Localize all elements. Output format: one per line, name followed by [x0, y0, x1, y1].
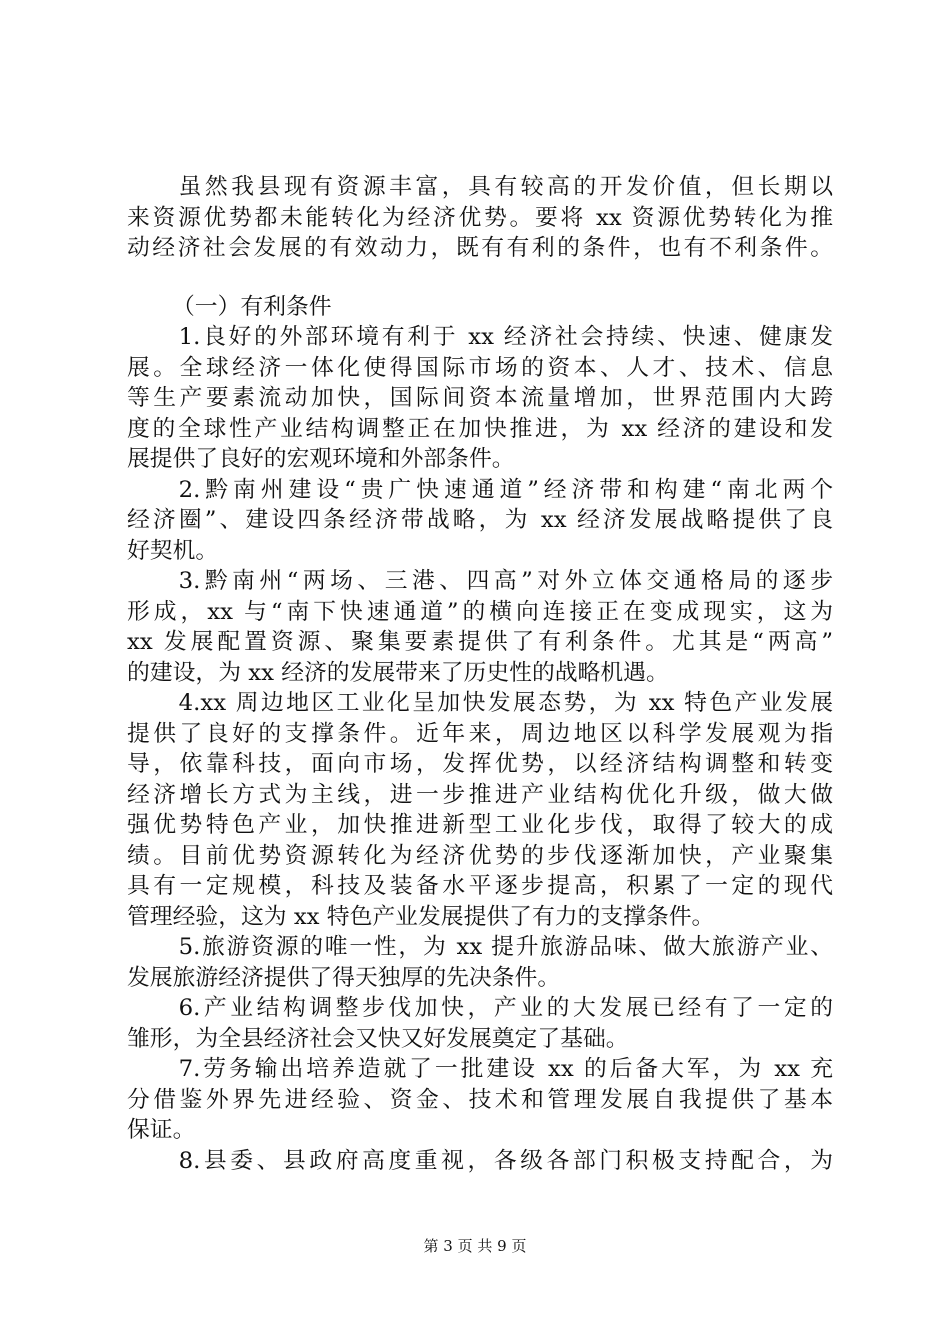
body-paragraphs: [127, 322, 833, 1176]
body-line: 经济圈”、建设四条经济带战略，为 xx 经济发展战略提供了良: [127, 507, 833, 533]
section-heading: （一）有利条件: [172, 293, 332, 320]
body-line: 5.旅游资源的唯一性，为 xx 提升旅游品味、做大旅游产业、: [178, 934, 833, 960]
body-line: 强优势特色产业，加快推进新型工业化步伐，取得了较大的成: [127, 812, 833, 838]
intro-line: 虽然我县现有资源丰富，具有较高的开发价值，但长期以: [178, 174, 833, 200]
body-line: 分借鉴外界先进经验、资金、技术和管理发展自我提供了基本: [127, 1086, 833, 1113]
body-line: 管理经验，这为 xx 特色产业发展提供了有力的支撑条件。: [127, 903, 715, 930]
body-line: 3.黔南州“两场、三港、四高”对外立体交通格局的逐步: [178, 568, 833, 594]
intro-line: 来资源优势都未能转化为经济优势。要将 xx 资源优势转化为推: [127, 204, 833, 231]
body-line: 7.劳务输出培养造就了一批建设 xx 的后备大军，为 xx 充: [178, 1056, 833, 1082]
body-line: 8.县委、县政府高度重视，各级各部门积极支持配合，为: [178, 1147, 833, 1174]
body-line: 6.产业结构调整步伐加快，产业的大发展已经有了一定的: [178, 995, 833, 1021]
paragraph-gap: [127, 264, 833, 292]
intro-paragraph: [127, 172, 833, 264]
body-line: 的建设，为 xx 经济的发展带来了历史性的战略机遇。: [127, 659, 669, 686]
body-line: 形成，xx 与“南下快速通道”的横向连接正在变成现实，这为: [127, 598, 833, 625]
body-line: 保证。: [127, 1117, 196, 1143]
body-line: 度的全球性产业结构调整正在加快推进，为 xx 经济的建设和发: [127, 415, 833, 442]
body-line: 雏形，为全县经济社会又快又好发展奠定了基础。: [127, 1025, 629, 1052]
body-line: xx 发展配置资源、聚集要素提供了有利条件。尤其是“两高”: [127, 629, 833, 655]
body-line: 4.xx 周边地区工业化呈加快发展态势，为 xx 特色产业发展: [178, 690, 833, 716]
body-line: 发展旅游经济提供了得天独厚的先决条件。: [127, 964, 561, 991]
intro-line: 动经济社会发展的有效动力，既有有利的条件，也有不利条件。: [127, 235, 833, 261]
page-footer: 第 3 页 共 9 页: [423, 1237, 527, 1255]
body-line: 等生产要素流动加快，国际间资本流量增加，世界范围内大跨: [127, 385, 833, 411]
document-body: [127, 172, 833, 1176]
body-line: 好契机。: [127, 537, 219, 564]
body-line: 提供了良好的支撑条件。近年来，周边地区以科学发展观为指: [127, 720, 833, 747]
body-line: 展提供了良好的宏观环境和外部条件。: [127, 446, 515, 472]
body-line: 具有一定规模，科技及装备水平逐步提高，积累了一定的现代: [127, 873, 833, 899]
body-line: 1.良好的外部环境有利于 xx 经济社会持续、快速、健康发: [178, 324, 833, 350]
body-line: 导，依靠科技，面向市场，发挥优势，以经济结构调整和转变: [127, 751, 833, 777]
body-line: 经济增长方式为主线，进一步推进产业结构优化升级，做大做: [127, 781, 833, 808]
body-line: 2.黔南州建设“贵广快速通道”经济带和构建“南北两个: [178, 476, 833, 503]
body-line: 绩。目前优势资源转化为经济优势的步伐逐渐加快，产业聚集: [127, 842, 833, 869]
body-line: 展。全球经济一体化使得国际市场的资本、人才、技术、信息: [127, 354, 833, 381]
